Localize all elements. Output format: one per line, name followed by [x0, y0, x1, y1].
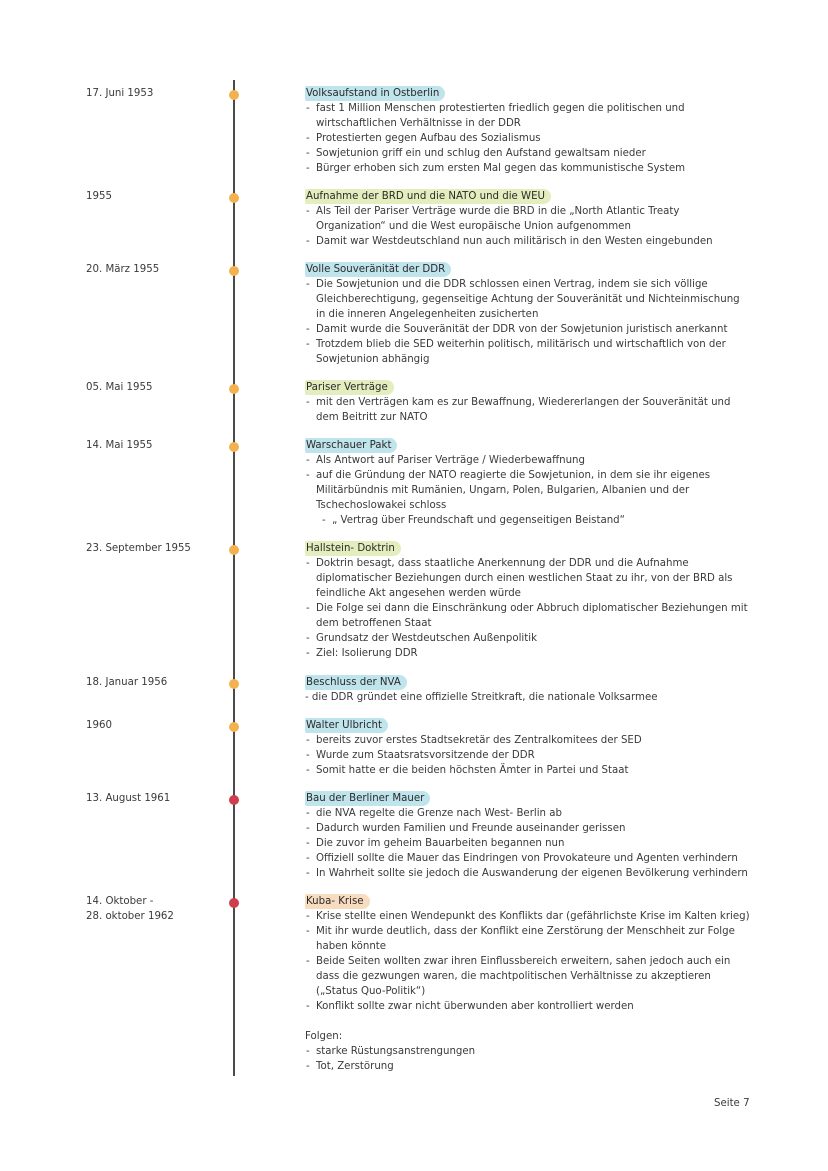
entry-date: 05. Mai 1955: [86, 382, 153, 393]
bullet-item: - Grundsatz der Westdeutschen Außenpolitik: [305, 631, 750, 646]
bullet-list: [305, 204, 750, 249]
entry-date: 14. Oktober - 28. oktober 1962: [86, 896, 174, 922]
bullet-item: - Doktrin besagt, dass staatliche Anerkennung der DDR und die Aufnahme diplomatischer Beziehungen durch einen westlichen Staat zu ihr, von der BRD als feindliche Akt angesehen werden würde: [305, 556, 750, 601]
entry-content: [305, 894, 750, 1074]
bullet-list: [305, 277, 750, 367]
bullet-item: - Trotzdem blieb die SED weiterhin politisch, militärisch und wirtschaftlich von der Sowjetunion abhängig: [305, 337, 750, 367]
timeline-dot-orange: [229, 679, 239, 689]
bullet-item: - bereits zuvor erstes Stadtsekretär des Zentralkomitees der SED: [305, 733, 750, 748]
timeline-dot-orange: [229, 545, 239, 555]
bullet-item: - Krise stellte einen Wendepunkt des Konflikts dar (gefährlichste Krise im Kalten krieg): [305, 909, 750, 924]
bullet-list: [305, 733, 750, 778]
sub-bullet-item: - „ Vertrag über Freundschaft und gegenseitigen Beistand“: [321, 513, 750, 528]
bullet-item: - die NVA regelte die Grenze nach West- Berlin ab: [305, 806, 750, 821]
entry-title: Bau der Berliner Mauer: [305, 791, 430, 806]
bullet-item: - Ziel: Isolierung DDR: [305, 646, 750, 661]
timeline-dot-orange: [229, 90, 239, 100]
timeline-dot-orange: [229, 384, 239, 394]
entry-title: Warschauer Pakt: [305, 438, 397, 453]
entry-content: [305, 791, 750, 881]
bullet-item: - Somit hatte er die beiden höchsten Ämter in Partei und Staat: [305, 763, 750, 778]
timeline-dot-orange: [229, 442, 239, 452]
bullet-item: - Damit wurde die Souveränität der DDR von der Sowjetunion juristisch anerkannt: [305, 322, 750, 337]
timeline-dot-orange: [229, 722, 239, 732]
bullet-item: - In Wahrheit sollte sie jedoch die Auswanderung der eigenen Bevölkerung verhindern: [305, 866, 750, 881]
bullet-item: - Protestierten gegen Aufbau des Sozialismus: [305, 131, 750, 146]
page-number: Seite 7: [714, 1098, 750, 1109]
timeline-line: [233, 80, 235, 1076]
bullet-list: [305, 806, 750, 881]
bullet-item: - starke Rüstungsanstrengungen: [305, 1044, 750, 1059]
entry-content: [305, 380, 750, 425]
entry-date: 1955: [86, 191, 112, 202]
bullet-item: - Offiziell sollte die Mauer das Eindringen von Provokateure und Agenten verhindern: [305, 851, 750, 866]
entry-title: Volle Souveränität der DDR: [305, 262, 451, 277]
bullet-item: - Als Teil der Pariser Verträge wurde die BRD in die „North Atlantic Treaty Organization“ und die West europäische Union aufgenommen: [305, 204, 750, 234]
bullet-item: - auf die Gründung der NATO reagierte die Sowjetunion, in dem sie ihr eigenes Militärbündnis mit Rumänien, Ungarn, Polen, Bulgarien, Albanien und der Tschechoslowakei schloss: [305, 468, 750, 513]
entry-content: [305, 438, 750, 528]
bullet-item: - Dadurch wurden Familien und Freunde auseinander gerissen: [305, 821, 750, 836]
timeline-dot-red: [229, 795, 239, 805]
bullet-item: - Beide Seiten wollten zwar ihren Einflussbereich erweitern, sahen jedoch auch ein dass die gezwungen waren, die machtpolitischen Verhältnisse zu akzeptieren („Status Quo-Politik“): [305, 954, 750, 999]
entry-date: 1960: [86, 720, 112, 731]
followup-label: Folgen:: [305, 1031, 343, 1042]
entry-date: 23. September 1955: [86, 543, 191, 554]
entry-date: 17. Juni 1953: [86, 88, 154, 99]
bullet-list: [305, 453, 750, 513]
entry-content: [305, 189, 750, 249]
entry-content: [305, 86, 750, 176]
bullet-list: [305, 556, 750, 661]
entry-text: - die DDR gründet eine offizielle Streitkraft, die nationale Volksarmee: [305, 692, 658, 703]
timeline-dot-orange: [229, 266, 239, 276]
bullet-item: - Konflikt sollte zwar nicht überwunden aber kontrolliert werden: [305, 999, 750, 1014]
entry-content: [305, 262, 750, 367]
entry-date: 20. März 1955: [86, 264, 160, 275]
bullet-item: - Tot, Zerstörung: [305, 1059, 750, 1074]
bullet-item: - Die Folge sei dann die Einschränkung oder Abbruch diplomatischer Beziehungen mit dem betroffenen Staat: [305, 601, 750, 631]
followup-bullet-list: [305, 1044, 750, 1074]
bullet-item: - Mit ihr wurde deutlich, dass der Konflikt eine Zerstörung der Menschheit zur Folge haben könnte: [305, 924, 750, 954]
entry-content: [305, 541, 750, 661]
bullet-list: [305, 101, 750, 176]
entry-title: Walter Ulbricht: [305, 718, 388, 733]
bullet-item: - Wurde zum Staatsratsvorsitzende der DDR: [305, 748, 750, 763]
entry-title: Volksaufstand in Ostberlin: [305, 86, 445, 101]
bullet-item: - Die zuvor im geheim Bauarbeiten begannen nun: [305, 836, 750, 851]
bullet-item: - mit den Verträgen kam es zur Bewaffnung, Wiedererlangen der Souveränität und dem Beitritt zur NATO: [305, 395, 750, 425]
entry-title: Beschluss der NVA: [305, 675, 407, 690]
sub-bullet-list: [305, 513, 750, 528]
timeline-dot-orange: [229, 193, 239, 203]
bullet-item: - Als Antwort auf Pariser Verträge / Wiederbewaffnung: [305, 453, 750, 468]
entry-title: Hallstein- Doktrin: [305, 541, 401, 556]
entry-date: 13. August 1961: [86, 793, 171, 804]
entry-title: Kuba- Krise: [305, 894, 370, 909]
bullet-item: - Sowjetunion griff ein und schlug den Aufstand gewaltsam nieder: [305, 146, 750, 161]
bullet-item: - Bürger erhoben sich zum ersten Mal gegen das kommunistische System: [305, 161, 750, 176]
bullet-item: - Damit war Westdeutschland nun auch militärisch in den Westen eingebunden: [305, 234, 750, 249]
entry-content: [305, 718, 750, 778]
entry-title: Aufnahme der BRD und die NATO und die WEU: [305, 189, 551, 204]
timeline-dot-red: [229, 898, 239, 908]
bullet-item: - fast 1 Million Menschen protestierten friedlich gegen die politischen und wirtschaftlichen Verhältnisse in der DDR: [305, 101, 750, 131]
entry-title: Pariser Verträge: [305, 380, 394, 395]
bullet-list: [305, 909, 750, 1014]
bullet-list: [305, 395, 750, 425]
entry-date: 18. Januar 1956: [86, 677, 168, 688]
entry-content: [305, 675, 750, 705]
bullet-item: - Die Sowjetunion und die DDR schlossen einen Vertrag, indem sie sich völlige Gleichberechtigung, gegenseitige Achtung der Souveränität und Nichteinmischung in die inneren Angelegenheiten zusicherten: [305, 277, 750, 322]
entry-date: 14. Mai 1955: [86, 440, 153, 451]
spacer: [305, 1014, 750, 1029]
